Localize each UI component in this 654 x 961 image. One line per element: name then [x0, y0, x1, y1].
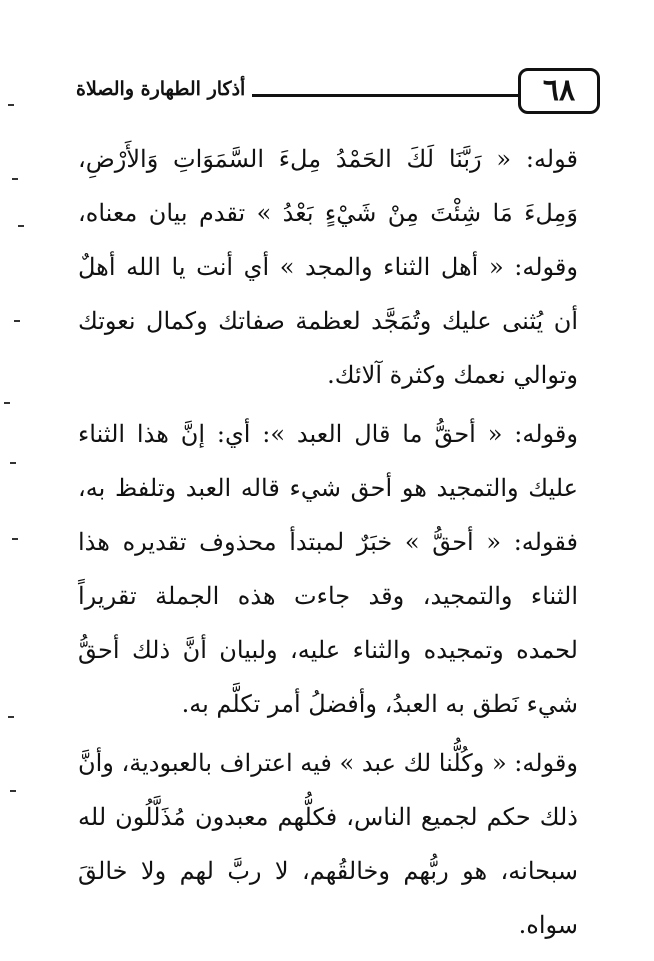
- margin-mark: [10, 790, 16, 792]
- header-rule: [252, 94, 518, 97]
- margin-mark: [8, 716, 14, 718]
- margin-mark: [10, 462, 16, 464]
- running-title: أذكار الطهارة والصلاة: [72, 78, 245, 100]
- margin-mark: [18, 225, 24, 227]
- page-header: [72, 68, 600, 118]
- page-body: [78, 132, 578, 952]
- page-number: ٦٨: [518, 68, 600, 114]
- margin-mark: [14, 320, 20, 322]
- margin-mark: [12, 178, 18, 180]
- margin-mark: [12, 538, 18, 540]
- paragraph: وقوله: « وكُلُّنا لك عبد » فيه اعتراف بالعبودية، وأنَّ ذلك حكم لجميع الناس، فكلُّهم معبدون مُذَلَّلُون لله سبحانه، هو ربُّهم وخالقُهم، لا ربَّ لهم ولا خالقَ سواه.: [78, 749, 578, 939]
- paragraph: قوله: « رَبَّنَا لَكَ الحَمْدُ مِلءَ السَّمَوَاتِ وَالأَرْضِ، وَمِلءَ مَا شِئْتَ مِنْ شَيْءٍ بَعْدُ » تقدم بيان معناه، وقوله: « أهل الثناء والمجد » أي أنت يا الله أهلٌ أن يُثنى عليك وتُمَجَّد لعظمة صفاتك وكمال نعوتك وتوالي نعمك وكثرة آلائك.: [78, 145, 578, 389]
- margin-mark: [8, 104, 14, 106]
- paragraph: وقوله: « أحقُّ ما قال العبد »: أي: إنَّ هذا الثناء عليك والتمجيد هو أحق شيء قاله العبد وتلفظ به، فقوله: « أحقُّ » خبَرٌ لمبتدأ محذوف تقديره هذا الثناء والتمجيد، وقد جاءت هذه الجملة تقريراً لحمده وتمجيده والثناء عليه، ولبيان أنَّ ذلك أحقُّ شيء نَطق به العبدُ، وأفضلُ أمر تكلَّم به.: [78, 420, 578, 718]
- margin-mark: [4, 402, 10, 404]
